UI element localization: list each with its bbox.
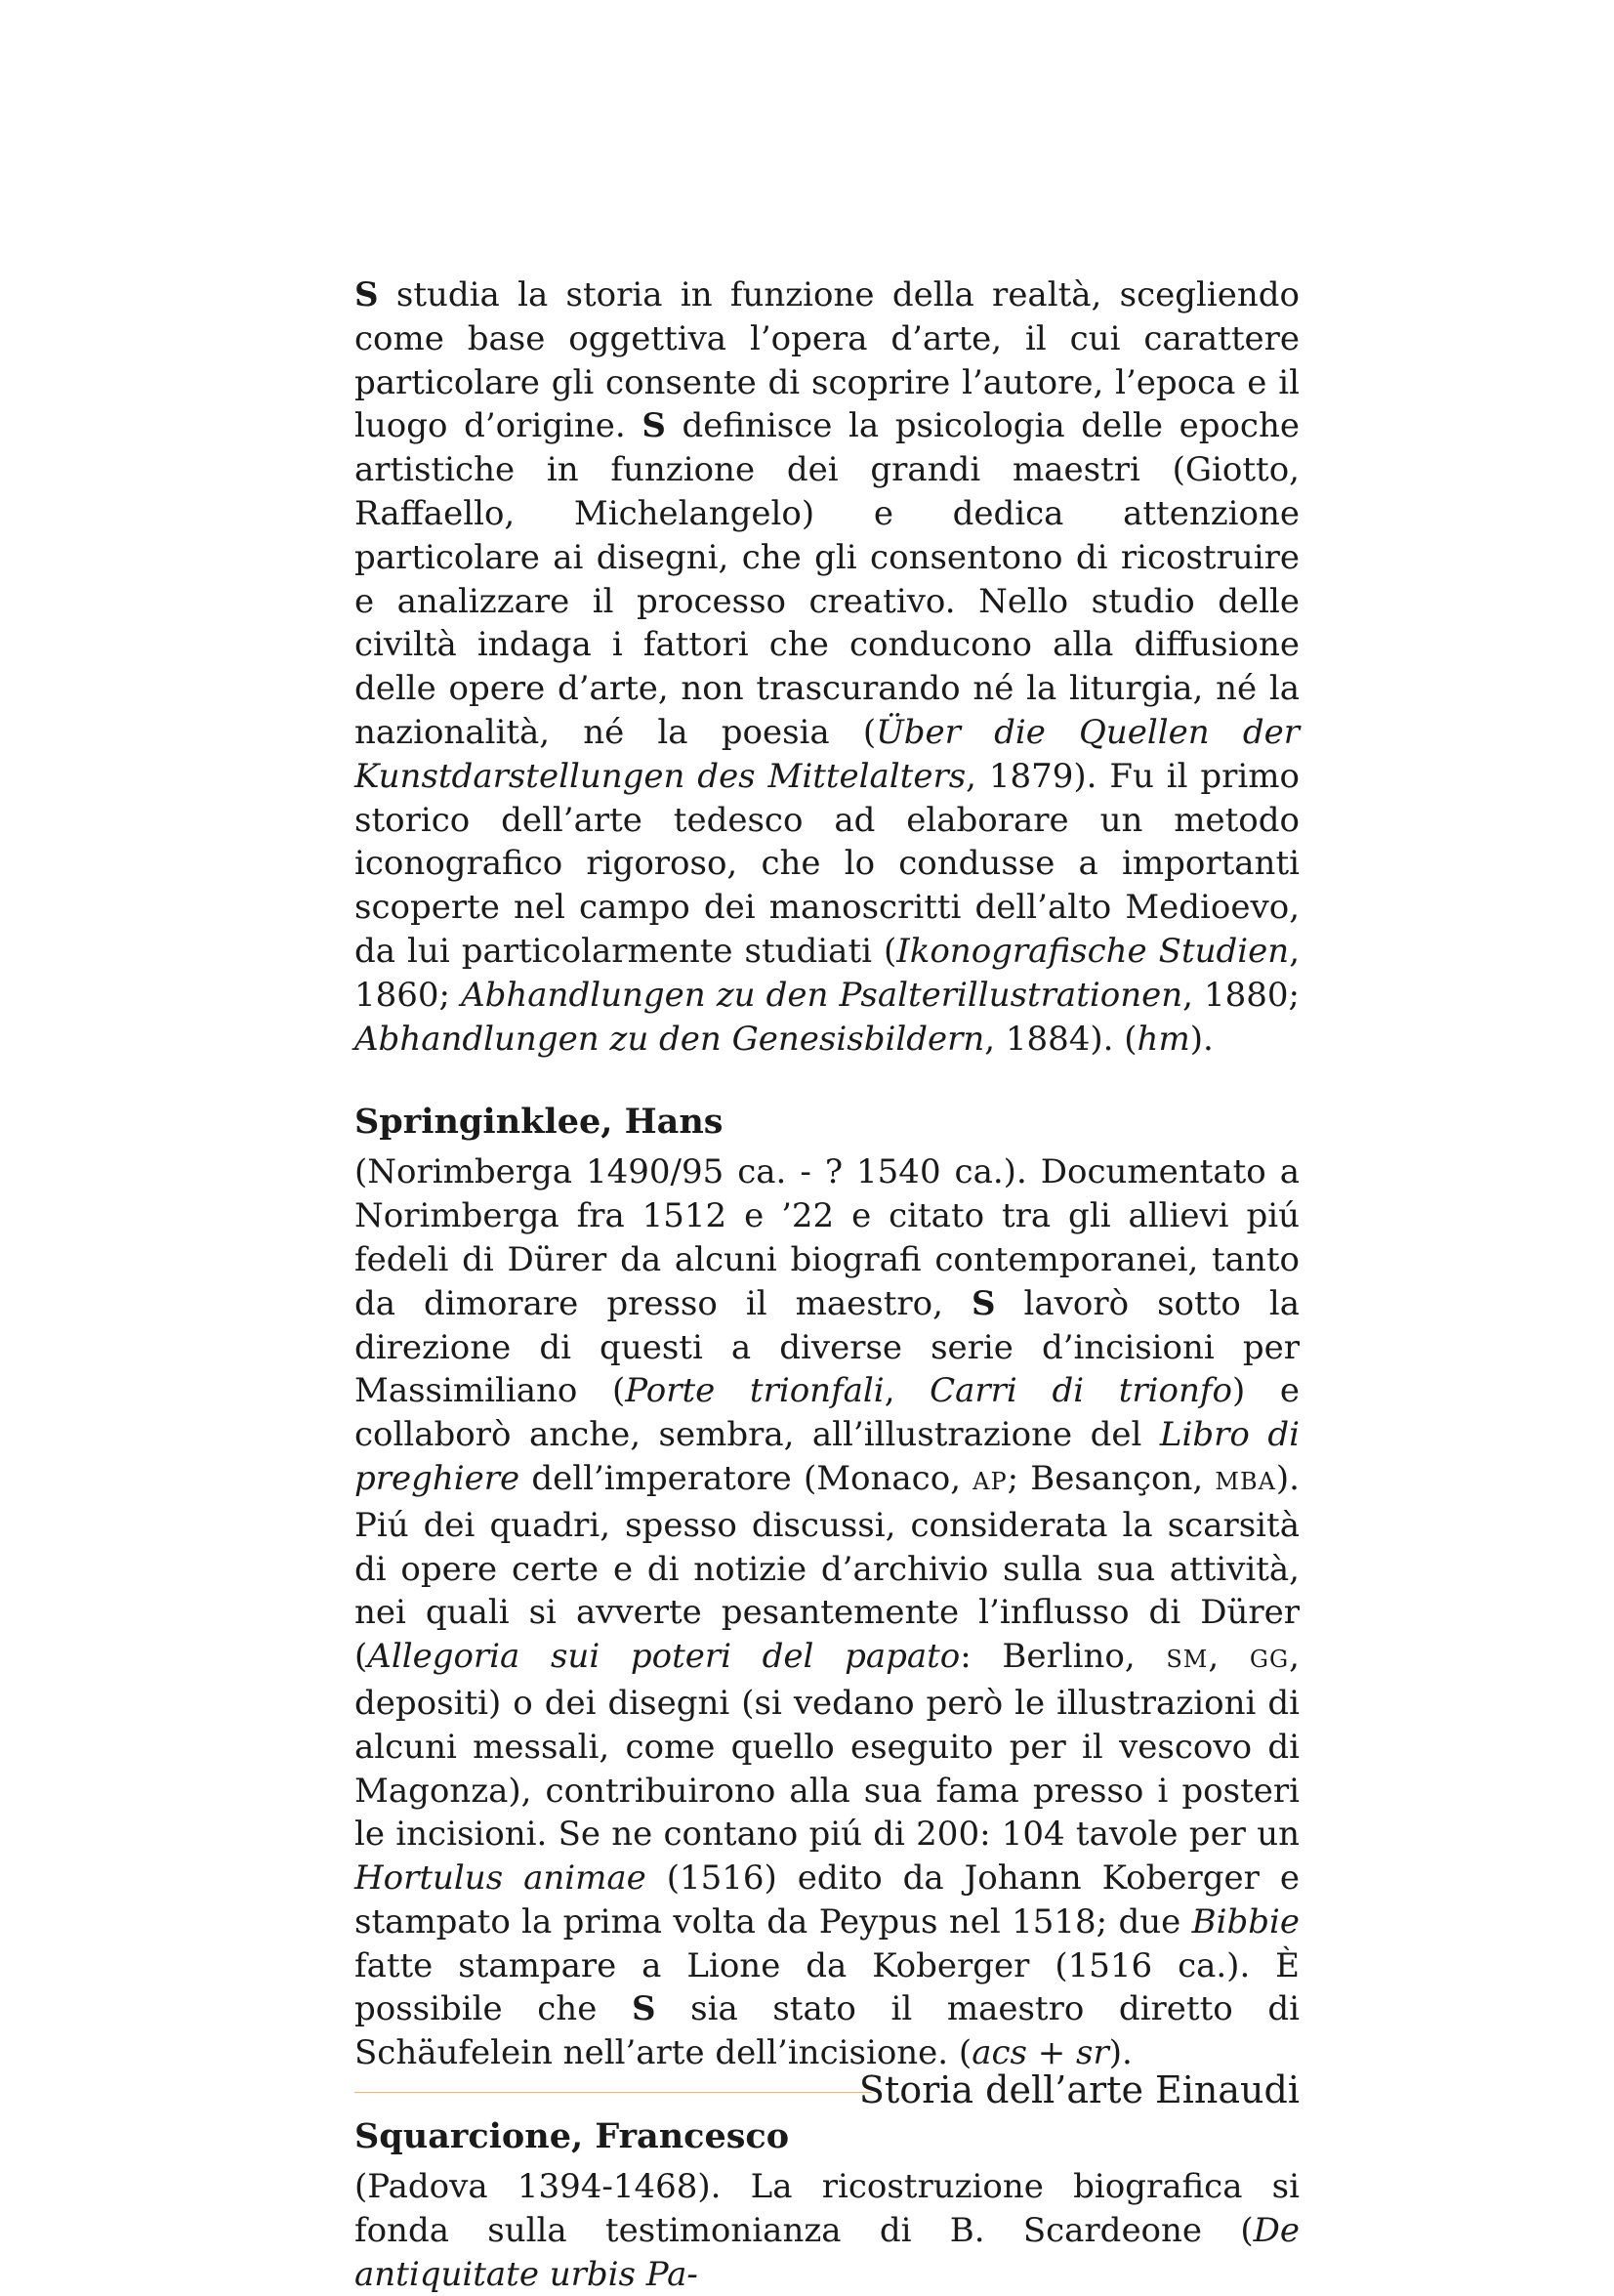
- text-run: sia stato il maestro diretto di Schäufelein nell’arte dell’incisione. (: [354, 1989, 1300, 2073]
- italic-run: Porte trionfali: [625, 1371, 885, 1411]
- bold-run: S: [631, 1989, 656, 2029]
- italic-run: Allegoria sui poteri del papato: [367, 1637, 961, 1677]
- text-run: ,: [884, 1371, 931, 1411]
- smallcaps-run: MBA: [1215, 1467, 1276, 1495]
- text-run: , 1880;: [1182, 975, 1300, 1015]
- italic-run: Carri di trionfo: [930, 1371, 1232, 1411]
- entry-paragraph: [354, 1150, 1300, 2075]
- footer-brand: Storia dell’arte Einaudi: [858, 2068, 1300, 2111]
- entry-paragraph: [354, 2165, 1300, 2296]
- text-run: ; Besançon,: [1007, 1458, 1216, 1498]
- text-run: lavorò sotto la direzione di questi a diverse serie d’incisioni per Massimiliano (: [354, 1283, 1300, 1411]
- text-run: (1516) edito da Johann Koberger e stampato la prima volta da Peypus nel 1518; due: [354, 1858, 1300, 1941]
- text-run: studia la storia in funzione della realtà, scegliendo come base oggettiva l’opera d’arte, il cui carattere particolare gli consente di scoprire l’autore, l’epoca e il luogo d’origine.: [354, 275, 1300, 446]
- italic-run: hm: [1137, 1019, 1190, 1059]
- page-body: [354, 273, 1300, 2296]
- text-run: : Berlino,: [960, 1637, 1167, 1677]
- text-run: ,: [1208, 1637, 1250, 1677]
- smallcaps-run: GG: [1249, 1646, 1290, 1674]
- entry-continuation: [354, 273, 1300, 1061]
- text-run: , 1884). (: [984, 1019, 1138, 1059]
- italic-run: Ikonografische Studien: [896, 931, 1290, 971]
- text-run: ). Piú dei quadri, spesso discussi, considerata la scarsità di opere certe e di notizie d’archivio sulla sua attività, nei quali si avverte pesantemente l’influsso di Dürer (: [354, 1458, 1300, 1677]
- smallcaps-run: SM: [1166, 1646, 1209, 1674]
- footer-rule: [354, 2092, 872, 2093]
- entry-paragraph: [354, 273, 1300, 1061]
- bold-run: S: [354, 275, 379, 314]
- text-run: definisce la psicologia delle epoche artistiche in funzione dei grandi maestri (Giotto, Raffaello, Michelangelo) e dedica attenzione particolare ai disegni, che gli consentono di ricostruire e analizzare il processo creativo. Nello studio delle civiltà indaga i fattori che conducono alla diffusione delle opere d’arte, non trascurando né la liturgia, né la nazionalità, né la poesia (: [354, 406, 1300, 752]
- smallcaps-run: AP: [973, 1467, 1008, 1495]
- text-run: ).: [1189, 1019, 1214, 1059]
- italic-run: De antiquitate urbis Pa-: [354, 2210, 1300, 2294]
- page-footer: [354, 2063, 1300, 2121]
- entry-heading: Springinklee, Hans: [354, 1102, 724, 1143]
- entry-springinklee: [354, 1100, 1300, 2075]
- text-run: (Norimberga 1490/95 ca. - ? 1540 ca.). Documentato a Norimberga fra 1512 e ’22 e citato tra gli allievi piú fedeli di Dürer da alcuni biografi contemporanei, tanto da dimorare presso il maestro,: [354, 1152, 1300, 1323]
- text-run: ).: [1108, 2033, 1133, 2073]
- text-run: ) e collaborò anche, sembra, all’illustrazione del: [354, 1371, 1300, 1455]
- entry-heading: Squarcione, Francesco: [354, 2116, 790, 2157]
- text-run: , depositi) o dei disegni (si vedano però le illustrazioni di alcuni messali, come quello eseguito per il vescovo di Magonza), contribuirono alla sua fama presso i posteri le incisioni. Se ne contano piú di 200: 104 tavole per un: [354, 1637, 1300, 1855]
- text-run: dell’imperatore (Monaco,: [519, 1458, 973, 1498]
- bold-run: S: [641, 406, 666, 446]
- text-run: fatte stampare a Lione da Koberger (1516 ca.). È possibile che: [354, 1945, 1300, 2029]
- italic-run: Bibbie: [1191, 1901, 1300, 1941]
- italic-run: Abhandlungen zu den Psalterillustrationen: [461, 975, 1183, 1015]
- entry-squarcione: [354, 2114, 1300, 2296]
- italic-run: Abhandlungen zu den Genesisbildern: [354, 1019, 985, 1059]
- italic-run: Libro di preghiere: [354, 1415, 1300, 1498]
- text-run: (Padova 1394-1468). La ricostruzione biografica si fonda sulla testimonianza di B. Scardeone (: [354, 2167, 1300, 2250]
- bold-run: S: [971, 1283, 996, 1323]
- italic-run: Hortulus animae: [354, 1858, 646, 1899]
- text-run: , 1860;: [354, 931, 1300, 1015]
- italic-run: acs + sr: [972, 2033, 1109, 2073]
- text-run: , 1879). Fu il primo storico dell’arte tedesco ad elaborare un metodo iconografico rigoroso, che lo condusse a importanti scoperte nel campo dei manoscritti dell’alto Medioevo, da lui particolarmente studiati (: [354, 756, 1300, 971]
- italic-run: Über die Quellen der Kunstdarstellungen des Mittelalters: [354, 712, 1300, 796]
